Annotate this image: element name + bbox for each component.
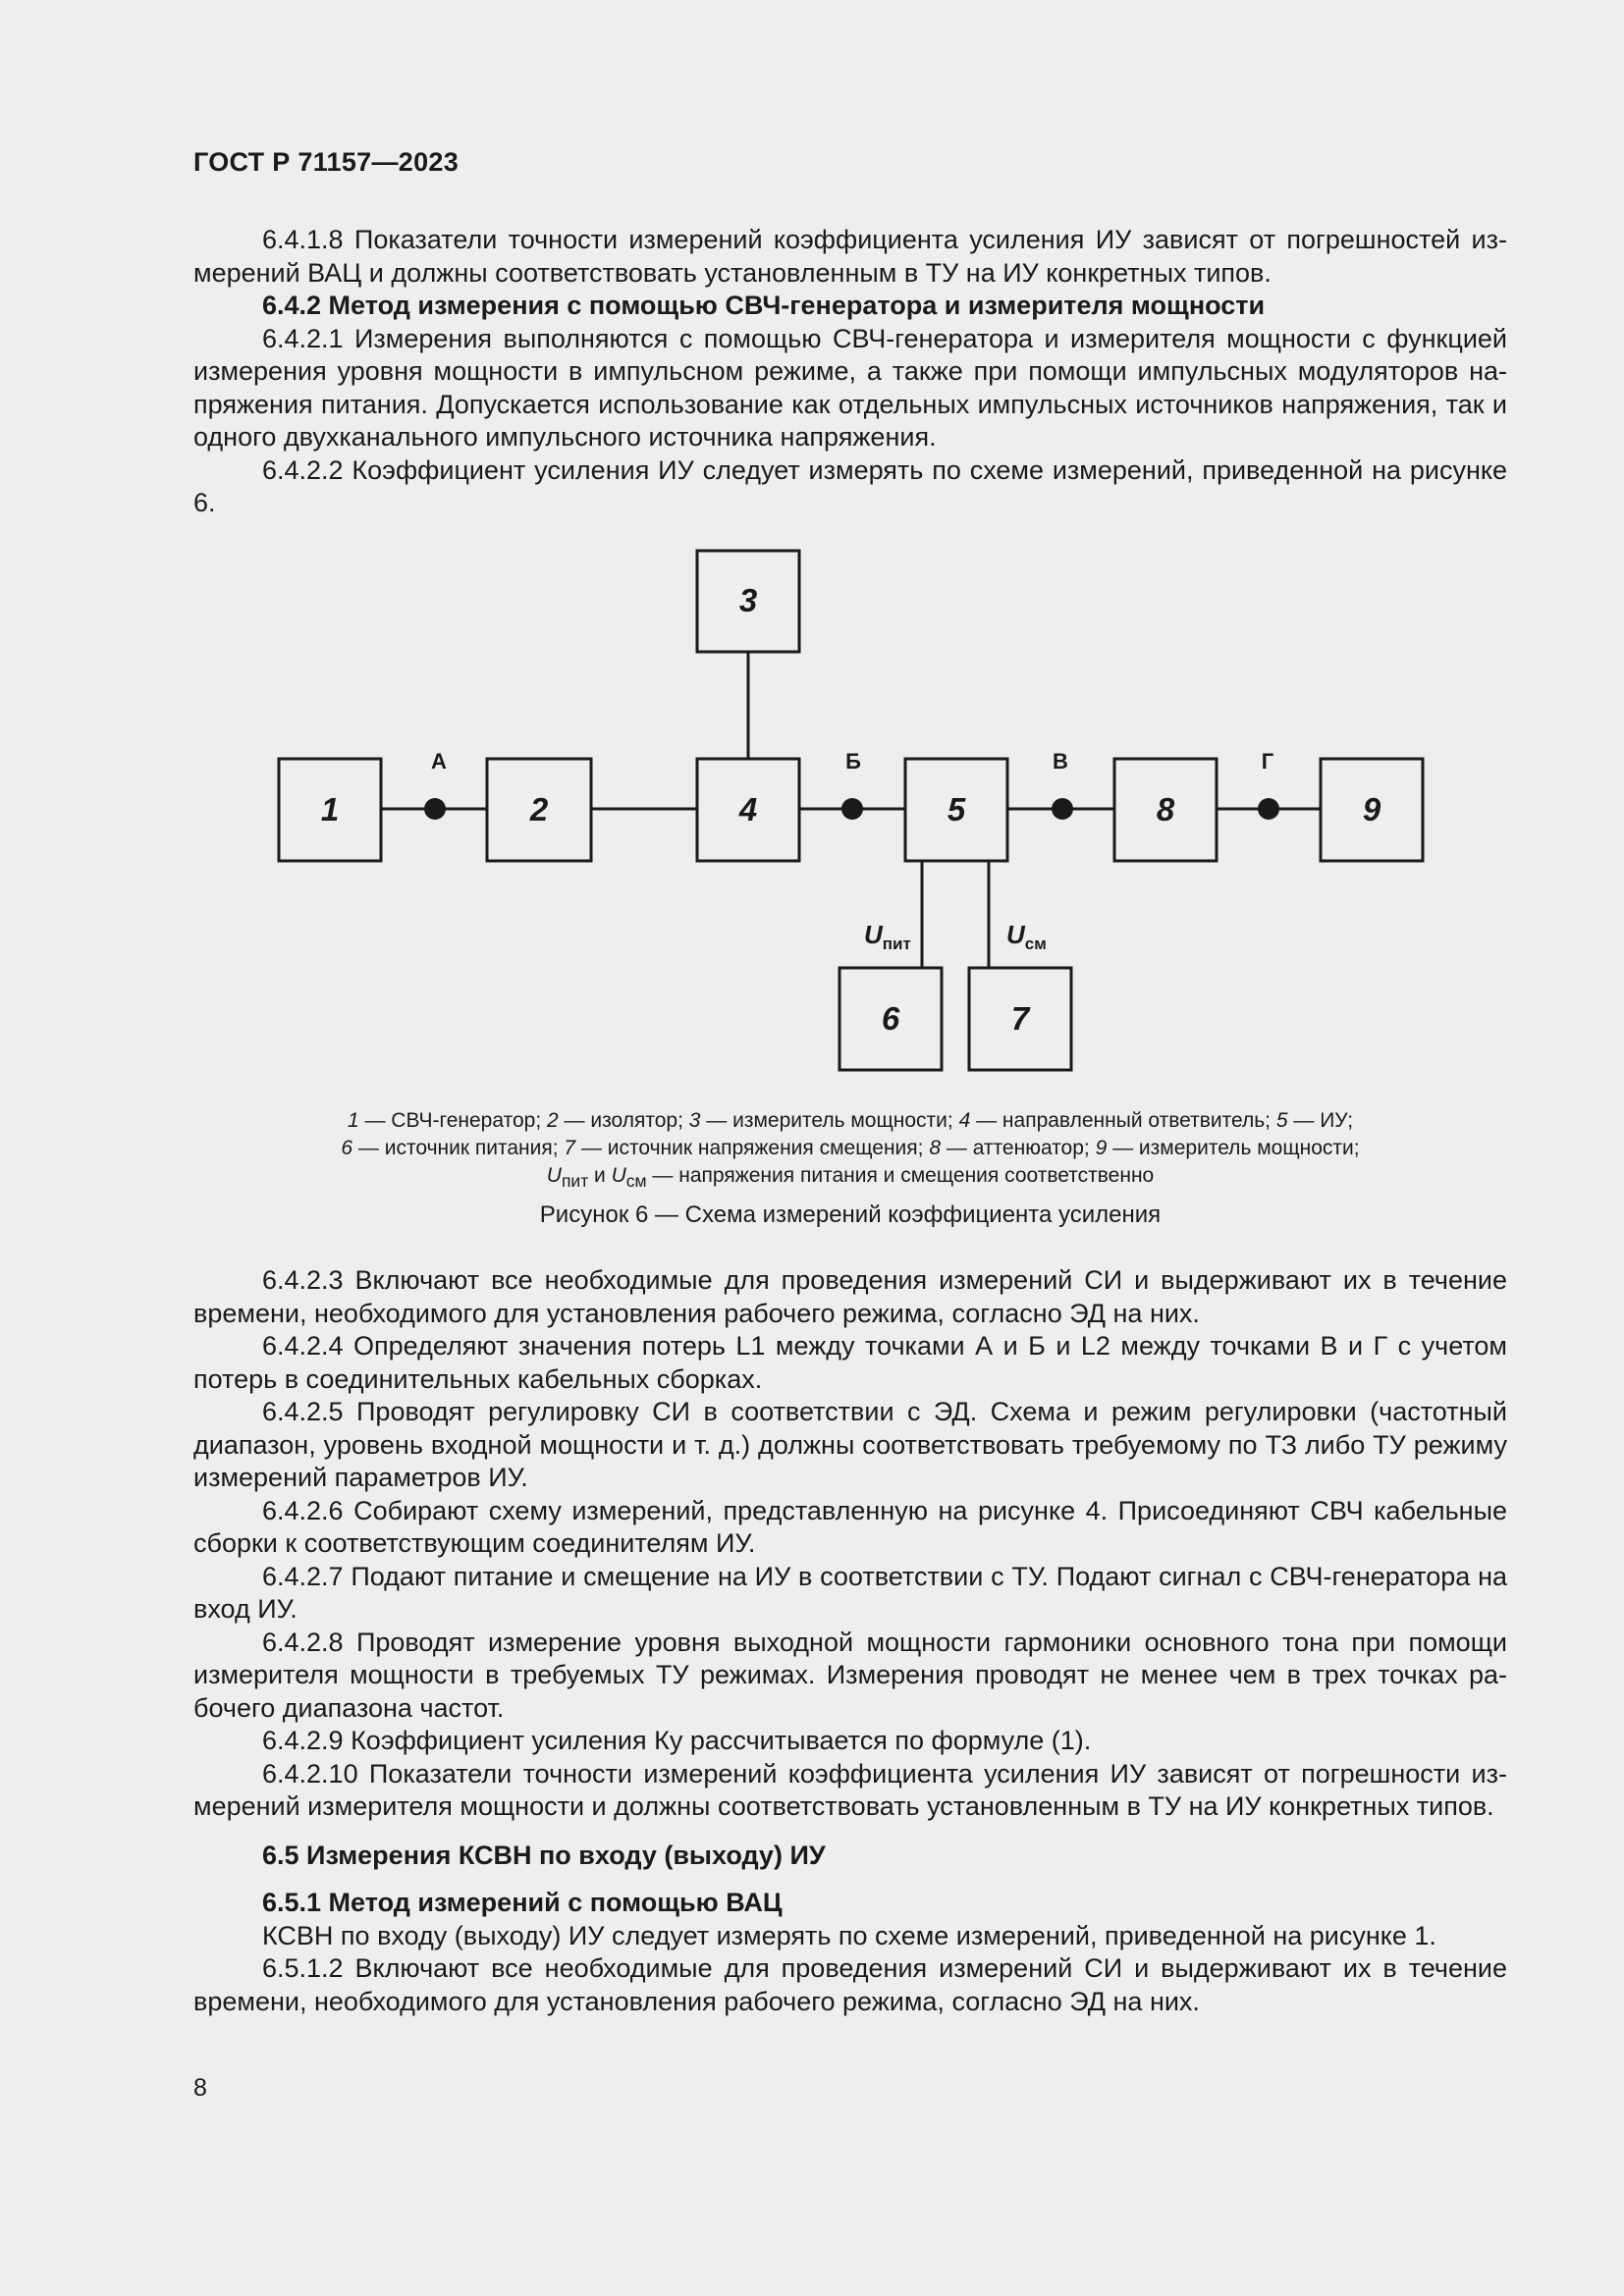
figure-legend xyxy=(193,1107,1507,1195)
point-a-label: А xyxy=(431,749,447,774)
paragraph-6-4-2-9: 6.4.2.9 Коэффициент усиления Ку рассчитывается по формуле (1). xyxy=(262,1726,1092,1755)
legend-line-1: 1 — СВЧ-генератор; 2 — изолятор; 3 — измеритель мощности; 4 — направленный ответвитель; 5 — ИУ; xyxy=(347,1109,1354,1132)
section-6-5-1 xyxy=(193,1887,1507,2018)
paragraph-6-4-2-8: 6.4.2.8 Проводят измерение уровня выходной мощности гармоники основного тона при помощи измерителя мощности в требуемых ТУ режимах. Измерения проводят не менее чем в трех точках рабочего диапазона частот. xyxy=(193,1627,1507,1723)
legend-line-3: $U_{пит}$ и $U_{см}$ — напряжения питания и смещения соответственно xyxy=(546,1164,1155,1192)
u-sm-label: $U_{см}$ xyxy=(1006,920,1047,953)
u-pit-label: $U_{пит}$ xyxy=(864,920,911,953)
heading-6-5: 6.5 Измерения КСВН по входу (выходу) ИУ xyxy=(262,1841,826,1870)
block-9-label: 9 xyxy=(1362,791,1381,828)
block-7-label: 7 xyxy=(1010,1000,1030,1037)
point-a-dot xyxy=(424,798,446,820)
heading-6-4-2: 6.4.2 Метод измерения с помощью СВЧ-генератора и измерителя мощности xyxy=(262,291,1266,320)
block-3-label: 3 xyxy=(738,582,758,618)
legend-line-2: 6 — источник питания; 7 — источник напряжения смещения; 8 — аттенюатор; 9 — измеритель мощности; xyxy=(341,1137,1360,1159)
block-8-label: 8 xyxy=(1156,791,1175,828)
document-header: ГОСТ Р 71157—2023 xyxy=(193,147,460,177)
point-v-label: В xyxy=(1053,749,1068,774)
heading-6-5-1: 6.5.1 Метод измерений с помощью ВАЦ xyxy=(262,1888,783,1917)
paragraph-6-5-1-intro: КСВН по входу (выходу) ИУ следует измерять по схеме измерений, приведенной на рисунке 1. xyxy=(262,1920,1436,1950)
block-6-label: 6 xyxy=(881,1000,900,1037)
paragraph-6-4-2-2: 6.4.2.2 Коэффициент усиления ИУ следует измерять по схеме измерений, приведенной на рисунке 6. xyxy=(193,454,1507,517)
block-2-label: 2 xyxy=(529,791,549,828)
paragraph-6-4-2-3: 6.4.2.3 Включают все необходимые для проведения измерений СИ и выдерживают их в течение времени, необходимого для установления рабочего режима, согласно ЭД на них. xyxy=(193,1265,1507,1328)
paragraph-6-4-2-5: 6.4.2.5 Проводят регулировку СИ в соответствии с ЭД. Схема и режим регулировки (частотный диапазон, уровень входной мощности и т. д.) должны соответствовать требуемому по ТЗ либо ТУ режиму измерений параметров ИУ. xyxy=(193,1397,1507,1492)
measurement-block-diagram xyxy=(0,0,1624,1099)
block-1-label: 1 xyxy=(320,791,340,828)
paragraph-6-4-2-10: 6.4.2.10 Показатели точности измерений коэффициента усиления ИУ зависят от погрешности измерений измерителя мощности и должны соответствовать установленным в ТУ на ИУ конкретных типов. xyxy=(193,1758,1507,1821)
point-v-dot xyxy=(1052,798,1073,820)
text-after-figure xyxy=(193,1264,1507,1824)
paragraph-6-4-2-7: 6.4.2.7 Подают питание и смещение на ИУ в соответствии с ТУ. Подают сигнал с СВЧ-генератора на вход ИУ. xyxy=(193,1561,1507,1624)
figure-title: Рисунок 6 — Схема измерений коэффициента усиления xyxy=(539,1201,1162,1228)
section-6-5 xyxy=(193,1840,1507,1873)
paragraph-6-4-2-1: 6.4.2.1 Измерения выполняются с помощью СВЧ-генератора и измерителя мощности с функцией измерения уровня мощности в импульсном режиме, а также при помощи импульсных модуляторов напряжения питания. Допускается использование как отдельных импульсных источников напряжения, так и одного двухканального импульсного источника напряжения. xyxy=(193,323,1507,452)
paragraph-6-4-1-8: 6.4.1.8 Показатели точности измерений коэффициента усиления ИУ зависят от погрешностей измерений ВАЦ и должны соответствовать установленным в ТУ на ИУ конкретных типов. xyxy=(193,225,1507,288)
point-b-dot xyxy=(841,798,863,820)
page-number: 8 xyxy=(193,2074,207,2102)
point-b-label: Б xyxy=(845,749,861,774)
paragraph-6-5-1-2: 6.5.1.2 Включают все необходимые для проведения измерений СИ и выдерживают их в течение времени, необходимого для установления рабочего режима, согласно ЭД на них. xyxy=(193,1953,1507,2016)
point-g-dot xyxy=(1258,798,1279,820)
block-5-label: 5 xyxy=(947,791,966,828)
paragraph-6-4-2-4: 6.4.2.4 Определяют значения потерь L1 между точками А и Б и L2 между точками В и Г с учетом потерь в соединительных кабельных сборках. xyxy=(193,1331,1507,1394)
point-g-label: Г xyxy=(1261,749,1274,774)
paragraph-6-4-2-6: 6.4.2.6 Собирают схему измерений, представленную на рисунке 4. Присоединяют СВЧ кабельные сборки к соответствующим соединителям ИУ. xyxy=(193,1495,1507,1558)
block-4-label: 4 xyxy=(738,791,758,828)
